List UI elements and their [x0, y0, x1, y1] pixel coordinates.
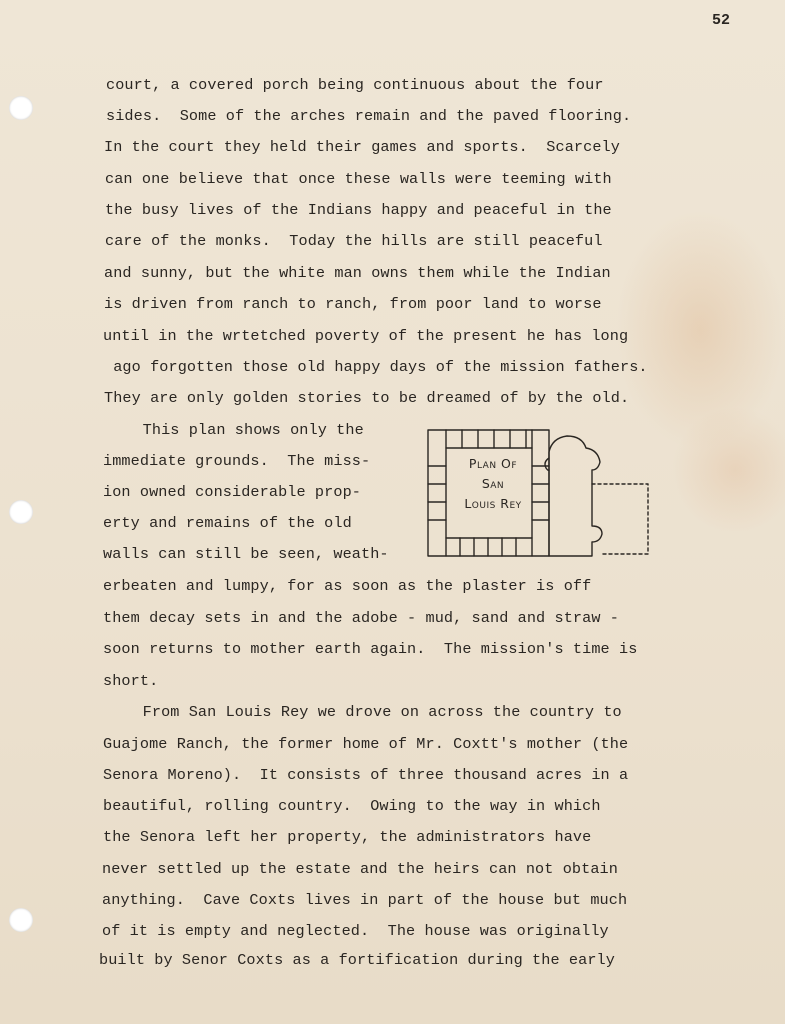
- text-line: the busy lives of the Indians happy and peaceful in the: [105, 201, 612, 219]
- page-number: 52: [712, 12, 731, 29]
- text-line: them decay sets in and the adobe - mud, sand and straw -: [103, 609, 619, 627]
- text-line: of it is empty and neglected. The house was originally: [102, 922, 609, 940]
- punch-hole: [9, 96, 33, 120]
- text-line: the Senora left her property, the administrators have: [103, 828, 592, 846]
- text-line: In the court they held their games and sports. Scarcely: [104, 138, 620, 156]
- text-line: From San Louis Rey we drove on across the country to: [115, 703, 622, 721]
- text-line: is driven from ranch to ranch, from poor land to worse: [104, 295, 602, 313]
- text-line: Guajome Ranch, the former home of Mr. Coxtt's mother (the: [103, 735, 629, 753]
- text-line: soon returns to mother earth again. The mission's time is: [103, 640, 638, 658]
- plan-title-line: Plan Of: [468, 456, 518, 471]
- mission-plan-sketch: [422, 422, 658, 564]
- text-line: never settled up the estate and the heirs can not obtain: [102, 860, 618, 878]
- text-line: walls can still be seen, weath-: [103, 545, 389, 563]
- text-line: built by Senor Coxts as a fortification during the early: [99, 951, 615, 969]
- text-line: can one believe that once these walls were teeming with: [105, 170, 612, 188]
- plan-title-line: Louis Rey: [464, 496, 522, 511]
- text-line: court, a covered porch being continuous about the four: [106, 76, 604, 94]
- text-line: erty and remains of the old: [103, 514, 352, 532]
- text-line: beautiful, rolling country. Owing to the way in which: [103, 797, 601, 815]
- text-line: They are only golden stories to be dreamed of by the old.: [104, 389, 630, 407]
- plan-title-line: San: [481, 476, 505, 491]
- text-line: sides. Some of the arches remain and the paved flooring.: [106, 107, 632, 125]
- punch-hole: [9, 500, 33, 524]
- text-line: until in the wrtetched poverty of the present he has long: [103, 327, 629, 345]
- text-line: care of the monks. Today the hills are still peaceful: [105, 232, 603, 250]
- text-line: immediate grounds. The miss-: [103, 452, 371, 470]
- text-line: ago forgotten those old happy days of the mission fathers.: [104, 358, 648, 376]
- text-line: Senora Moreno). It consists of three thousand acres in a: [103, 766, 629, 784]
- punch-hole: [9, 908, 33, 932]
- text-line: anything. Cave Coxts lives in part of the house but much: [102, 891, 628, 909]
- text-line: short.: [103, 672, 159, 690]
- text-line: erbeaten and lumpy, for as soon as the plaster is off: [103, 577, 592, 595]
- text-line: and sunny, but the white man owns them while the Indian: [104, 264, 611, 282]
- text-line: ion owned considerable prop-: [103, 483, 361, 501]
- text-line: This plan shows only the: [115, 421, 364, 439]
- plan-title: [450, 454, 536, 514]
